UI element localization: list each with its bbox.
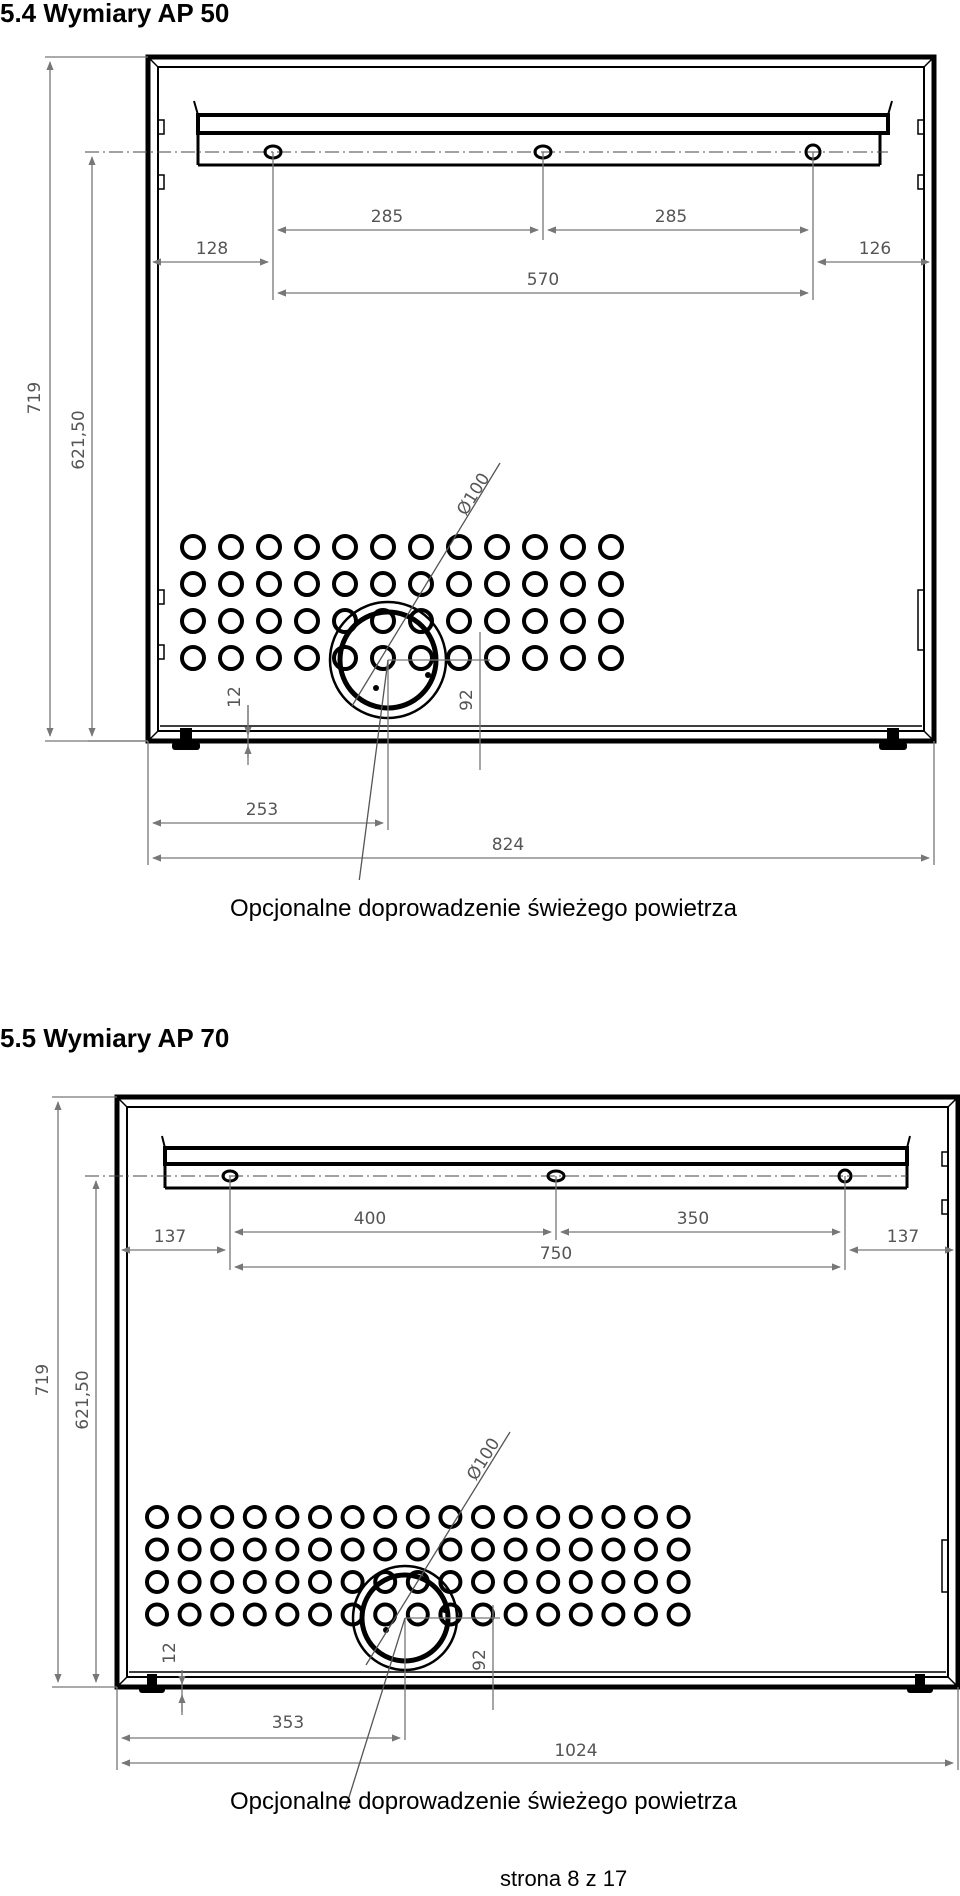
vent-hole xyxy=(669,1572,689,1592)
vent-hole xyxy=(296,536,318,558)
vent-hole xyxy=(212,1540,232,1560)
dim-hole-height: 92 xyxy=(457,689,477,711)
vent-hole xyxy=(636,1572,656,1592)
vent-hole xyxy=(571,1507,591,1527)
vent-hole xyxy=(486,647,508,669)
vent-hole xyxy=(538,1540,558,1560)
vent-hole xyxy=(562,536,584,558)
vent-hole xyxy=(408,1507,428,1527)
dim-diameter: Ø100 xyxy=(453,469,495,520)
vent-hole xyxy=(334,573,356,595)
vent-hole xyxy=(277,1605,297,1625)
vent-hole xyxy=(296,573,318,595)
vent-hole xyxy=(277,1540,297,1560)
vent-hole xyxy=(410,647,432,669)
dim-offset-right: 126 xyxy=(858,239,892,259)
vent-hole xyxy=(636,1507,656,1527)
vent-hole xyxy=(147,1507,167,1527)
vent-hole xyxy=(343,1507,363,1527)
vent-hole xyxy=(473,1540,493,1560)
vent-hole xyxy=(486,536,508,558)
vent-hole xyxy=(600,610,622,632)
vent-hole xyxy=(571,1605,591,1625)
vent-hole xyxy=(182,536,204,558)
vent-hole xyxy=(220,647,242,669)
vent-hole xyxy=(473,1605,493,1625)
vent-hole xyxy=(220,610,242,632)
vent-hole xyxy=(375,1540,395,1560)
vent-hole xyxy=(245,1572,265,1592)
vent-hole xyxy=(448,536,470,558)
vent-hole xyxy=(372,536,394,558)
vent-hole xyxy=(410,536,432,558)
vent-hole xyxy=(310,1605,330,1625)
vent-hole xyxy=(669,1507,689,1527)
dim-offset-left: 137 xyxy=(153,1227,187,1247)
vent-hole-grid xyxy=(147,1507,689,1625)
vent-hole xyxy=(296,610,318,632)
page-number: strona 8 z 17 xyxy=(500,1866,628,1891)
vent-hole xyxy=(180,1507,200,1527)
fresh-air-caption: Opcjonalne doprowadzenie świeżego powietrza xyxy=(230,895,737,922)
vent-hole xyxy=(448,647,470,669)
cabinet-outline xyxy=(117,1097,958,1687)
vent-hole xyxy=(473,1572,493,1592)
vent-hole xyxy=(562,610,584,632)
dim-offset-right: 137 xyxy=(886,1227,920,1247)
dim-hole-from-left: 253 xyxy=(245,800,279,820)
dim-hole-bottom: 12 xyxy=(225,686,245,708)
vent-hole xyxy=(669,1540,689,1560)
vent-hole xyxy=(182,610,204,632)
vent-hole xyxy=(603,1572,623,1592)
vent-hole xyxy=(636,1540,656,1560)
vent-hole xyxy=(372,647,394,669)
vent-hole xyxy=(180,1605,200,1625)
vent-hole xyxy=(212,1572,232,1592)
dim-hole-bottom: 12 xyxy=(160,1642,180,1664)
vent-hole xyxy=(372,573,394,595)
vent-hole xyxy=(600,647,622,669)
vent-hole xyxy=(600,536,622,558)
vent-hole xyxy=(506,1507,526,1527)
vent-hole xyxy=(538,1605,558,1625)
vent-hole xyxy=(538,1572,558,1592)
dim-offset-left: 128 xyxy=(195,239,229,259)
vent-hole xyxy=(334,647,356,669)
dim-hole-from-left: 353 xyxy=(271,1713,305,1733)
vent-hole xyxy=(182,573,204,595)
vent-hole xyxy=(408,1540,428,1560)
vent-hole xyxy=(524,573,546,595)
vent-hole xyxy=(310,1540,330,1560)
vent-hole xyxy=(636,1605,656,1625)
vent-hole xyxy=(245,1507,265,1527)
dim-width-total: 1024 xyxy=(554,1741,598,1761)
dim-height-total: 719 xyxy=(33,1363,53,1397)
fresh-air-caption: Opcjonalne doprowadzenie świeżego powietrza xyxy=(230,1788,737,1815)
vent-hole xyxy=(296,647,318,669)
dim-height-total: 719 xyxy=(25,381,45,415)
vent-hole xyxy=(571,1572,591,1592)
vent-hole xyxy=(603,1540,623,1560)
vent-hole xyxy=(220,573,242,595)
vent-hole xyxy=(603,1507,623,1527)
dim-total-mount: 570 xyxy=(526,270,560,290)
section-heading-ap70: 5.5 Wymiary AP 70 xyxy=(0,1023,230,1053)
vent-hole xyxy=(473,1507,493,1527)
vent-hole xyxy=(571,1540,591,1560)
vent-hole xyxy=(258,573,280,595)
vent-hole xyxy=(448,610,470,632)
vent-hole xyxy=(440,1540,460,1560)
vent-hole xyxy=(524,610,546,632)
vent-hole xyxy=(669,1605,689,1625)
vent-hole xyxy=(258,610,280,632)
vent-hole xyxy=(180,1572,200,1592)
vent-hole xyxy=(448,573,470,595)
vent-hole xyxy=(147,1572,167,1592)
vent-hole xyxy=(277,1572,297,1592)
vent-hole xyxy=(343,1540,363,1560)
vent-hole xyxy=(408,1605,428,1625)
vent-hole xyxy=(506,1572,526,1592)
section-heading-ap50: 5.4 Wymiary AP 50 xyxy=(0,0,230,28)
vent-hole xyxy=(212,1605,232,1625)
vent-hole xyxy=(310,1507,330,1527)
mounting-rail xyxy=(162,1136,910,1188)
vent-hole xyxy=(212,1507,232,1527)
dim-width-total: 824 xyxy=(491,835,525,855)
vent-hole xyxy=(562,647,584,669)
dimension-drawing-ap70 xyxy=(0,1070,960,1850)
vent-hole xyxy=(334,536,356,558)
dim-hole-height: 92 xyxy=(470,1649,490,1671)
vent-hole xyxy=(562,573,584,595)
vent-hole xyxy=(603,1605,623,1625)
vent-hole xyxy=(538,1507,558,1527)
vent-hole xyxy=(486,610,508,632)
vent-hole xyxy=(506,1540,526,1560)
vent-hole xyxy=(147,1540,167,1560)
dim-spacing-left: 285 xyxy=(370,207,404,227)
vent-hole xyxy=(600,573,622,595)
vent-hole xyxy=(180,1540,200,1560)
dim-diameter: Ø100 xyxy=(463,1434,505,1485)
vent-hole xyxy=(147,1605,167,1625)
vent-hole xyxy=(258,536,280,558)
vent-hole xyxy=(375,1507,395,1527)
vent-hole xyxy=(310,1572,330,1592)
dim-spacing-right: 350 xyxy=(676,1209,710,1229)
dimension-drawing-ap50 xyxy=(0,0,960,880)
dim-spacing-right: 285 xyxy=(654,207,688,227)
vent-hole xyxy=(524,536,546,558)
dim-spacing-left: 400 xyxy=(353,1209,387,1229)
dim-height-mount: 621,50 xyxy=(73,1370,93,1430)
vent-hole xyxy=(506,1605,526,1625)
dim-total-mount: 750 xyxy=(539,1244,573,1264)
vent-hole xyxy=(258,647,280,669)
vent-hole xyxy=(524,647,546,669)
vent-hole xyxy=(486,573,508,595)
vent-hole xyxy=(245,1605,265,1625)
vent-hole xyxy=(343,1572,363,1592)
vent-hole xyxy=(277,1507,297,1527)
vent-hole xyxy=(182,647,204,669)
vent-hole xyxy=(245,1540,265,1560)
vent-hole xyxy=(220,536,242,558)
dim-height-mount: 621,50 xyxy=(69,410,89,470)
